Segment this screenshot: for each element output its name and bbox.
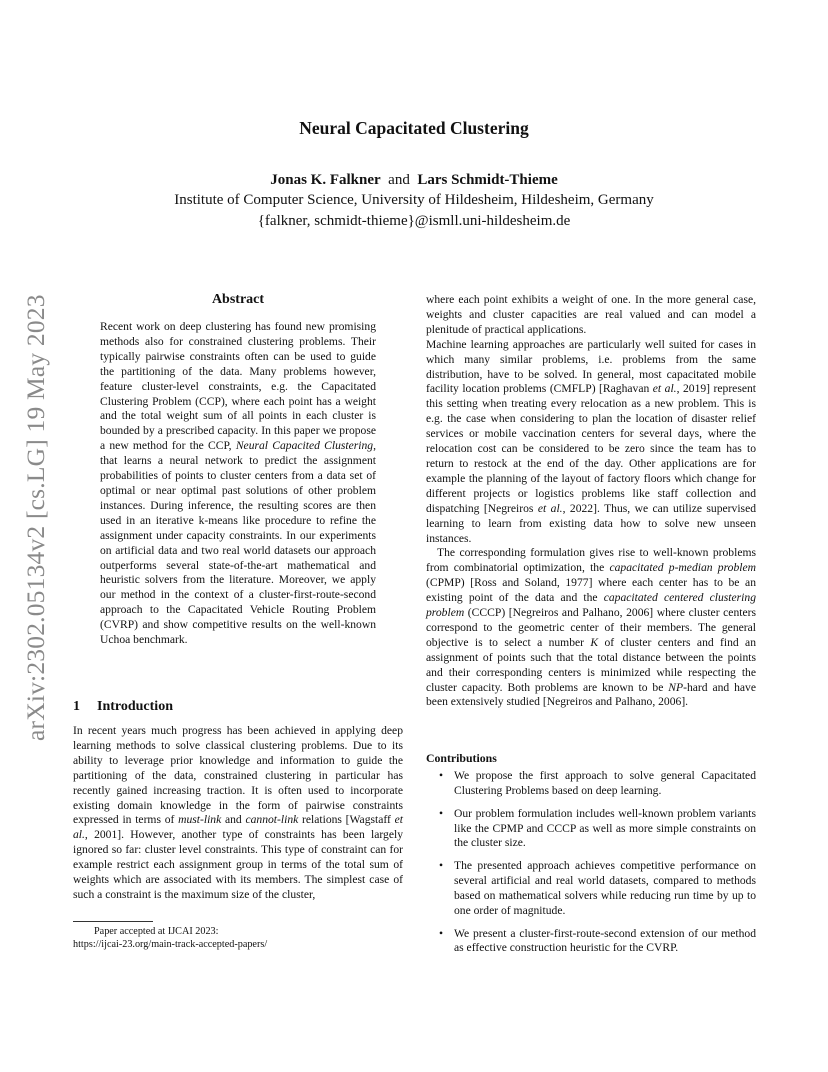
list-item: • We propose the first approach to solve general Capacitated Clustering Problems based on deep learning. xyxy=(439,769,756,797)
body-paragraph: where each point exhibits a weight of one. In the more general case, weights and cluster capacities are real valued and can model a plenitude of practical applications. xyxy=(426,293,756,336)
abstract-heading: Abstract xyxy=(211,292,265,307)
author-name: Jonas K. Falkner xyxy=(270,172,381,188)
section-title: Introduction xyxy=(97,699,173,714)
list-item: • The presented approach achieves competitive performance on several artificial and real world datasets, compared to methods based on mathematical solvers while reducing run time by up to one order of magnitude. xyxy=(439,859,756,917)
footnote xyxy=(73,925,403,951)
arxiv-identifier: arXiv:2302.05134v2 [cs.LG] 19 May 2023 xyxy=(21,294,50,741)
intro-paragraph: In recent years much progress has been achieved in applying deep learning methods to solve classical clustering problems. Due to its ability to leverage prior knowledge and information to guide the partitioning of the data, constrained clustering in particular has recently gained increasing traction. It is often used to incorporate existing domain knowledge in the form of pairwise constraints expressed in terms of must-link and cannot-link relations [Wagstaff et al., 2001]. However, another type of constraints has been largely ignored so far: cluster level constraints. This type of constraint can for example restrict each assignment group in terms of the total sum of weights which are associated with its members. The simplest case of such a constraint is the maximum size of the cluster, xyxy=(73,724,403,901)
author-name: Lars Schmidt-Thieme xyxy=(417,172,558,188)
body-paragraph: Machine learning approaches are particularly well suited for cases in which many similar problems, i.e. problems from the same distribution, have to be solved. In general, most capacitated mobile facility location problems (CMFLP) [Raghavan et al., 2019] represent this setting when treating every relocation as a new problem. This is e.g. the case when considering to plan the location of disaster relief services or mobile vaccination centers for several days, where the relocation cost can be considered to be zero since the team has to return to restock at the end of the day. Other applications are for example the planning of the layout of factory floors which change for different projects or logistics problems like staff collection and dispatching [Negreiros et al., 2022]. Thus, we can utilize supervised learning to learn from existing data how to solve new unseen instances. xyxy=(426,337,757,545)
author-email: {falkner, schmidt-thieme}@ismll.uni-hildesheim.de xyxy=(257,213,571,229)
introduction-body xyxy=(73,724,403,903)
body-paragraph: The corresponding formulation gives rise to well-known problems from combinatorial optimization, the capacitated p-median problem (CPMP) [Ross and Soland, 1977] where each center has to be an existing point of the data and the capacitated centered clustering problem (CCCP) [Negreiros and Palhano, 2006] where cluster centers correspond to the geometric center of their members. The general objective is to select a number K of cluster centers and find an assignment of points such that the total distance between the points and their corresponding centers is minimized while respecting the cluster capacity. Both problems are known to be NP-hard and have been extensively studied [Negreiros and Palhano, 2006]. xyxy=(426,546,756,709)
contributions-heading: Contributions xyxy=(426,751,497,765)
list-item: • We present a cluster-first-route-second extension of our method as effective construction heuristic for the CVRP. xyxy=(439,926,756,955)
right-column-body xyxy=(426,293,756,710)
footnote-rule xyxy=(73,921,153,922)
author-line xyxy=(0,172,828,189)
bullet-marker: • xyxy=(439,769,444,782)
section-heading xyxy=(73,699,173,715)
bullet-marker: • xyxy=(439,859,444,873)
section-number: 1 xyxy=(73,699,80,714)
abstract-paragraph: Recent work on deep clustering has found new promising methods also for constrained clustering problems. Their typically pairwise constraints often can be used to guide the partitioning of the data. Many problems however, feature cluster-level constraints, e.g. the Capacitated Clustering Problem (CCP), where each point has a weight and the total weight sum of all points in each cluster is bounded by a prescribed capacity. In this paper we propose a new method for the CCP, Neural Capacited Clustering, that learns a neural network to predict the assignment probabilities of points to cluster centers from a data set of optimal or near optimal past solutions of other problem instances. During inference, the resulting scores are then used in an iterative k-means like procedure to refine the assignment under capacity constraints. In our experiments on artificial data and two real world datasets our approach outperforms several state-of-the-art mathematical and heuristic solvers from the literature. Moreover, we apply our method in the context of a cluster-first-route-second approach to the Capacitated Vehicle Routing Problem (CVRP) and show competitive results on the well-known Uchoa benchmark. xyxy=(100,320,376,647)
footnote-link[interactable]: https://ijcai-23.org/main-track-accepted-papers/ xyxy=(73,939,268,950)
paper-title: Neural Capacitated Clustering xyxy=(299,118,529,138)
bullet-marker: • xyxy=(439,926,444,940)
author-conjunction: and xyxy=(388,172,410,188)
contributions-list xyxy=(426,769,756,964)
affiliation: Institute of Computer Science, University of Hildesheim, Hildesheim, Germany xyxy=(174,192,654,208)
footnote-text: Paper accepted at IJCAI 2023: xyxy=(94,926,219,937)
list-item: • Our problem formulation includes well-known problem variants like the CPMP and CCCP as well as more simple constraints on the cluster size. xyxy=(439,806,756,850)
bullet-marker: • xyxy=(439,806,444,820)
abstract-body xyxy=(100,320,376,648)
